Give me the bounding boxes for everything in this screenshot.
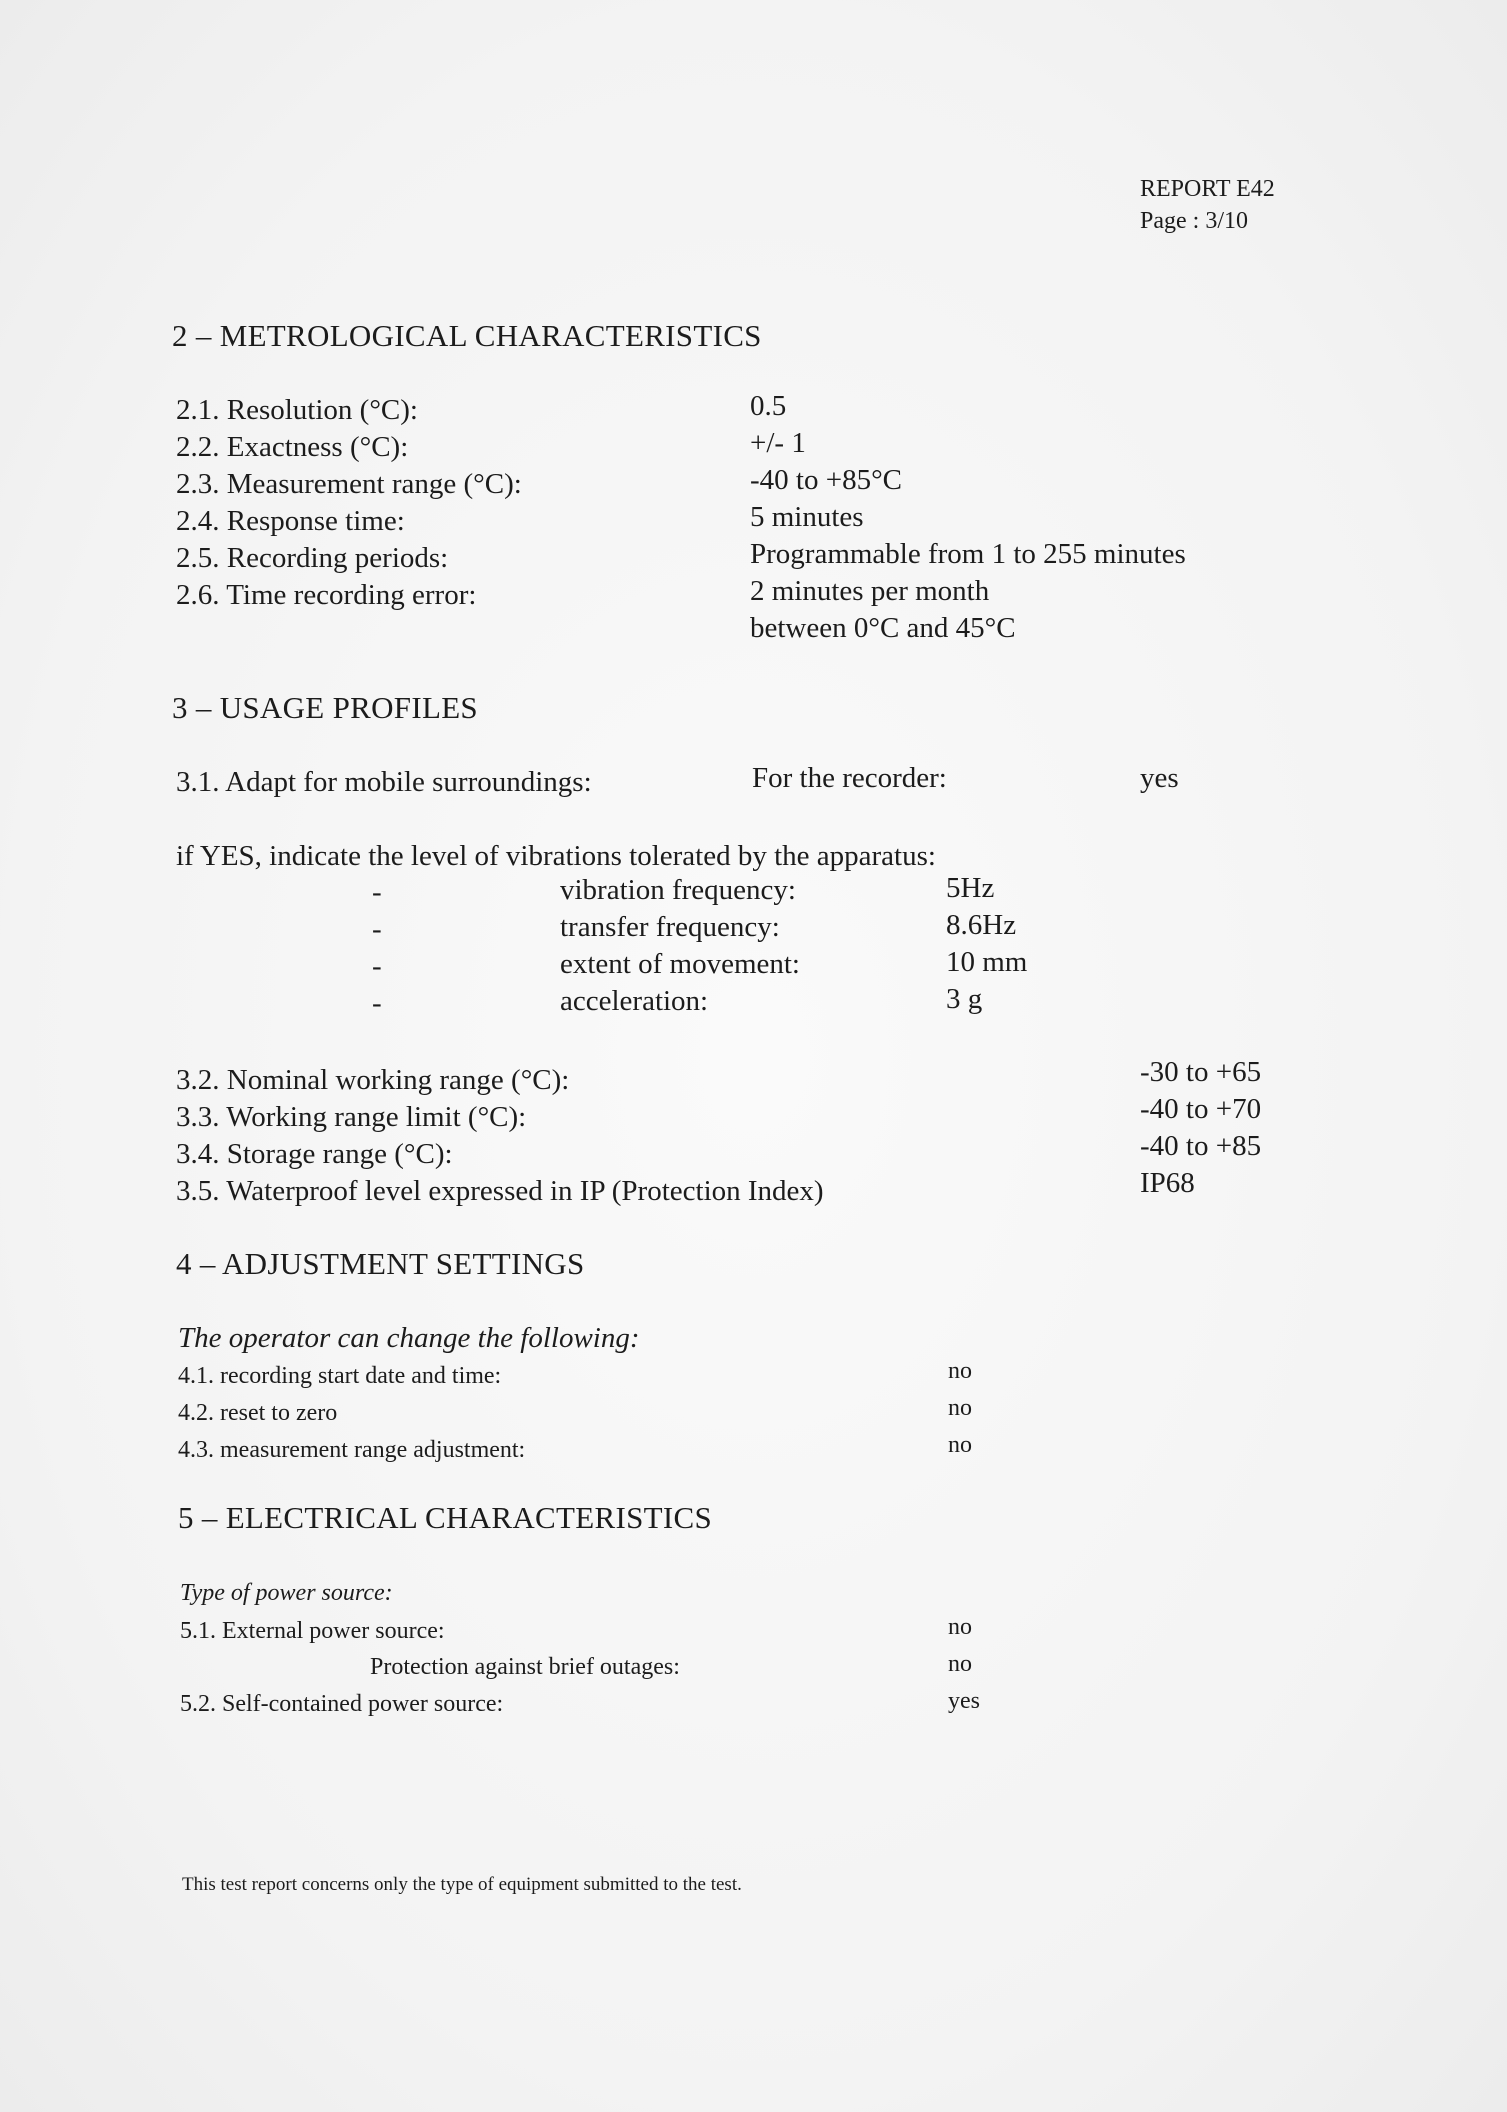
section-2-title: 2 – METROLOGICAL CHARACTERISTICS — [172, 318, 762, 353]
section-5-intro: Type of power source: — [180, 1580, 393, 1606]
power-label: Protection against brief outages: — [370, 1654, 680, 1680]
range-label: 3.4. Storage range (°C): — [176, 1138, 453, 1170]
power-label: 5.2. Self-contained power source: — [180, 1691, 504, 1717]
section-5-title: 5 – ELECTRICAL CHARACTERISTICS — [178, 1500, 713, 1535]
vibration-label: extent of movement: — [560, 948, 800, 980]
section-2-value: Programmable from 1 to 255 minutes — [750, 538, 1186, 570]
power-value: no — [948, 1651, 972, 1677]
adjustment-label: 4.1. recording start date and time: — [178, 1363, 502, 1389]
page-number: Page : 3/10 — [1140, 208, 1248, 234]
section-2-label: 2.2. Exactness (°C): — [176, 431, 409, 463]
section-4-title: 4 – ADJUSTMENT SETTINGS — [176, 1246, 585, 1281]
section-2-label: 2.4. Response time: — [176, 505, 405, 537]
adjustment-value: no — [948, 1395, 972, 1421]
range-value: -30 to +65 — [1140, 1056, 1262, 1088]
section-4-intro: The operator can change the following: — [178, 1322, 640, 1354]
section-2-label: 2.1. Resolution (°C): — [176, 394, 418, 426]
section-2-value: -40 to +85°C — [750, 464, 903, 496]
range-label: 3.3. Working range limit (°C): — [176, 1101, 527, 1133]
list-dash: - — [372, 987, 382, 1019]
vibration-value: 5Hz — [946, 872, 995, 904]
vibration-value: 8.6Hz — [946, 909, 1017, 941]
power-value: no — [948, 1614, 972, 1640]
power-label: 5.1. External power source: — [180, 1618, 445, 1644]
list-dash: - — [372, 950, 382, 982]
vibration-intro: if YES, indicate the level of vibrations tolerated by the apparatus: — [176, 840, 936, 872]
section-2-label: 2.3. Measurement range (°C): — [176, 468, 522, 500]
footer-note: This test report concerns only the type of equipment submitted to the test. — [182, 1874, 742, 1895]
vibration-label: transfer frequency: — [560, 911, 780, 943]
adjustment-value: no — [948, 1432, 972, 1458]
vibration-label: vibration frequency: — [560, 874, 796, 906]
range-value: IP68 — [1140, 1167, 1195, 1199]
section-2-value: 2 minutes per month — [750, 575, 990, 607]
section-2-value: 5 minutes — [750, 501, 864, 533]
list-dash: - — [372, 913, 382, 945]
list-dash: - — [372, 876, 382, 908]
vibration-value: 3 g — [946, 983, 983, 1015]
section-2-value: 0.5 — [750, 390, 787, 422]
report-id: REPORT E42 — [1140, 176, 1275, 202]
section-2-value-extra: between 0°C and 45°C — [750, 612, 1016, 644]
adjustment-value: no — [948, 1358, 972, 1384]
power-value: yes — [948, 1688, 980, 1714]
range-value: -40 to +85 — [1140, 1130, 1262, 1162]
adjustment-label: 4.2. reset to zero — [178, 1400, 338, 1426]
section-2-label: 2.5. Recording periods: — [176, 542, 449, 574]
section-3-title: 3 – USAGE PROFILES — [172, 690, 478, 725]
adjustment-label: 4.3. measurement range adjustment: — [178, 1437, 526, 1463]
vibration-label: acceleration: — [560, 985, 709, 1017]
range-value: -40 to +70 — [1140, 1093, 1262, 1125]
vibration-value: 10 mm — [946, 946, 1028, 978]
adapt-mobile-label: 3.1. Adapt for mobile surroundings: — [176, 766, 592, 798]
section-2-label: 2.6. Time recording error: — [176, 579, 477, 611]
range-label: 3.5. Waterproof level expressed in IP (Protection Index) — [176, 1175, 824, 1207]
adapt-value: yes — [1140, 762, 1179, 794]
section-2-value: +/- 1 — [750, 427, 806, 459]
range-label: 3.2. Nominal working range (°C): — [176, 1064, 570, 1096]
adapt-for-recorder: For the recorder: — [752, 762, 947, 794]
